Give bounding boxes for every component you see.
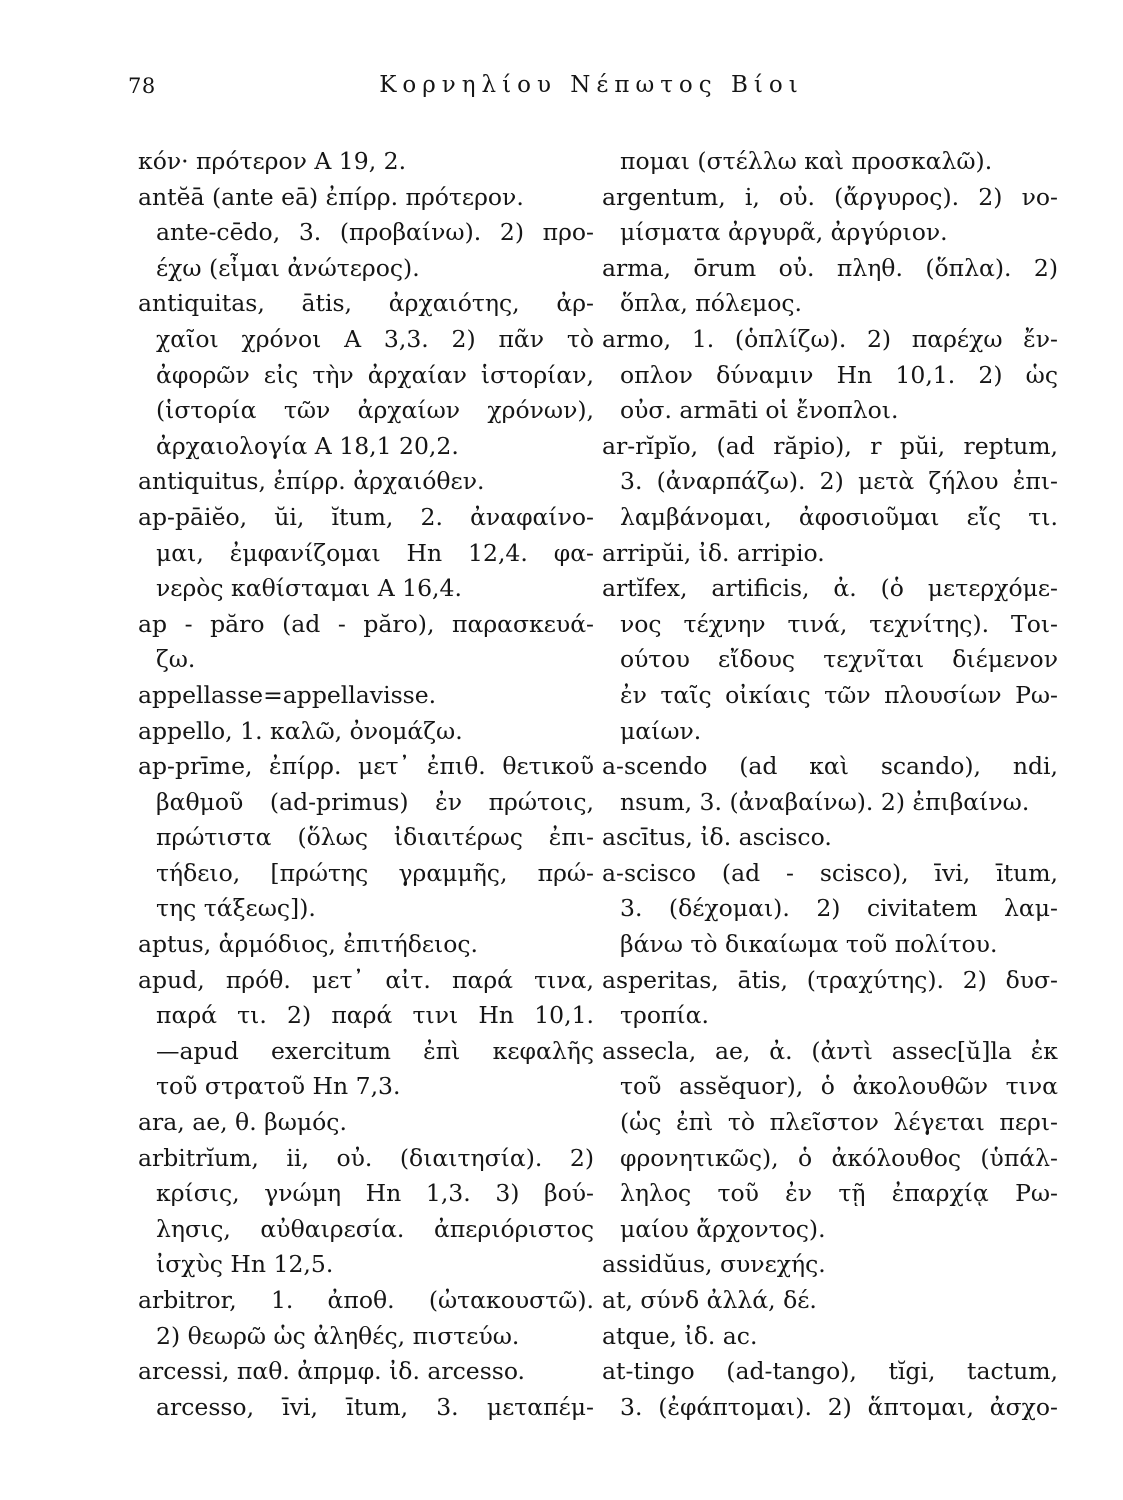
entry-line: πρώτιστα (ὅλως ἰδιαιτέρως ἐπι-: [156, 823, 594, 852]
entry-line: antiquitus, ἐπίρρ. ἀρχαιόθεν.: [138, 467, 485, 496]
entry-line: βάνω τὸ δικαίωμα τοῦ πολίτου.: [620, 930, 998, 959]
entry-line: τοῦ assĕquor), ὁ ἀκολουθῶν τινα: [620, 1072, 1058, 1101]
entry-line: appello, 1. καλῶ, ὀνομάζω.: [138, 716, 463, 745]
entry-line: armo, 1. (ὁπλίζω). 2) παρέχω ἔν-: [602, 324, 1058, 353]
entry-line: παρά τι. 2) παρά τινι Hn 10,1.: [156, 1001, 594, 1030]
entry-line: οὐσ. armāti οἱ ἔνοπλοι.: [620, 396, 899, 425]
entry-line: argentum, i, οὐ. (ἄργυρος). 2) νο-: [602, 182, 1058, 211]
entry-line: ἰσχὺς Hn 12,5.: [156, 1250, 334, 1279]
entry-line: ἀφορῶν εἰς τὴν ἀρχαίαν ἱστορίαν,: [156, 360, 594, 389]
entry-line: arcessi, παθ. ἀπρμφ. ἰδ. arcesso.: [138, 1357, 526, 1386]
running-title: Κορνηλίου Νέπωτος Βίοι: [379, 72, 804, 98]
entry-line: νος τέχνην τινά, τεχνίτης). Τοι-: [620, 609, 1058, 638]
entry-line: ascītus, ἰδ. ascisco.: [602, 823, 832, 852]
entry-line: κόν· πρότερον Α 19, 2.: [138, 147, 407, 175]
entry-line: antiquitas, ātis, ἀρχαιότης, ἀρ-: [138, 289, 594, 318]
entry-line: ar-rĭpĭo, (ad răpio), r pŭi, reptum,: [602, 431, 1058, 460]
entry-line: ληλος τοῦ ἐν τῇ ἐπαρχίᾳ Ρω-: [620, 1179, 1058, 1208]
entry-line: έχω (εἶμαι ἀνώτερος).: [156, 253, 420, 282]
entry-line: μαι, ἐμφανίζομαι Hn 12,4. φα-: [156, 538, 594, 567]
entry-line: aptus, ἁρμόδιος, ἐπιτήδειος.: [138, 930, 479, 959]
entry-line: at, σύνδ ἀλλά, δέ.: [602, 1286, 817, 1314]
right-column: [602, 144, 1058, 1425]
entry-line: κρίσις, γνώμη Hn 1,3. 3) βού-: [156, 1179, 594, 1208]
entry-line: arcesso, īvi, ītum, 3. μεταπέμ-: [156, 1392, 594, 1421]
entry-line: a-scendo (ad καὶ scando), ndi,: [602, 752, 1058, 781]
entry-line: 3. (ἀναρπάζω). 2) μετὰ ζήλου ἐπι-: [620, 467, 1058, 496]
entry-line: ἀρχαιολογία Α 18,1 20,2.: [156, 431, 459, 460]
entry-line: ara, ae, θ. βωμός.: [138, 1108, 347, 1137]
entry-line: (ἱστορία τῶν ἀρχαίων χρόνων),: [156, 396, 594, 425]
entry-line: ούτου εἴδους τεχνῖται διέμενον: [620, 645, 1058, 674]
entry-line: οπλον δύναμιν Hn 10,1. 2) ὡς: [620, 360, 1058, 389]
entry-line: (ὡς ἐπὶ τὸ πλεῖστον λέγεται περι-: [620, 1108, 1058, 1137]
entry-line: assidŭus, συνεχής.: [602, 1250, 826, 1279]
entry-line: a-scisco (ad - scisco), īvi, ītum,: [602, 858, 1058, 887]
entry-line: μίσματα ἀργυρᾶ, ἀργύριον.: [620, 218, 948, 247]
page-number: 78: [128, 74, 156, 98]
entry-line: λαμβάνομαι, ἀφοσιοῦμαι εἴς τι.: [620, 502, 1058, 531]
entry-line: nsum, 3. (ἀναβαίνω). 2) ἐπιβαίνω.: [620, 787, 1030, 816]
entry-line: ἐν ταῖς οἰκίαις τῶν πλουσίων Ρω-: [620, 680, 1058, 709]
entry-line: atque, ἰδ. ac.: [602, 1321, 758, 1350]
entry-line: 3. (ἐφάπτομαι). 2) ἅπτομαι, ἀσχο-: [620, 1392, 1058, 1421]
entry-line: φρονητικῶς), ὁ ἀκόλουθος (ὑπάλ-: [620, 1143, 1058, 1172]
entry-line: artĭfex, artificis, ἀ. (ὁ μετερχόμε-: [602, 574, 1058, 603]
entry-line: antĕā (ante eā) ἐπίρρ. πρότερον.: [138, 182, 524, 211]
entry-line: λησις, αὐθαιρεσία. ἀπεριόριστος: [156, 1214, 594, 1243]
entry-line: ap-prīme, ἐπίρρ. μετ᾽ ἐπιθ. θετικοῦ: [138, 752, 594, 781]
entry-line: τήδειο, [πρώτης γραμμῆς, πρώ-: [156, 858, 594, 887]
entry-line: apud, πρόθ. μετ᾽ αἰτ. παρά τινα,: [138, 965, 594, 994]
entry-line: πομαι (στέλλω καὶ προσκαλῶ).: [620, 147, 993, 175]
entry-line: βαθμοῦ (ad-primus) ἐν πρώτοις,: [156, 787, 594, 816]
entry-line: τοῦ στρατοῦ Hn 7,3.: [156, 1072, 401, 1101]
entry-line: at-tingo (ad-tango), tĭgi, tactum,: [602, 1357, 1058, 1386]
entry-line: νερὸς καθίσταμαι Α 16,4.: [156, 574, 462, 603]
entry-line: ζω.: [156, 645, 196, 674]
entry-line: arbitrĭum, ii, οὐ. (διαιτησία). 2): [138, 1143, 594, 1172]
entry-line: arbitror, 1. ἀποθ. (ὠτακουστῶ).: [138, 1286, 594, 1314]
entry-line: assecla, ae, ἀ. (ἀντὶ assec[ŭ]la ἐκ: [602, 1036, 1058, 1065]
entry-line: ὅπλα, πόλεμος.: [620, 289, 803, 318]
entry-line: 3. (δέχομαι). 2) civitatem λαμ-: [620, 894, 1058, 923]
entry-line: μαίου ἄρχοντος).: [620, 1214, 826, 1243]
entry-line: μαίων.: [620, 716, 702, 745]
entry-line: appellasse=appellavisse.: [138, 680, 437, 709]
entry-line: —apud exercitum ἐπὶ κεφαλῆς: [156, 1036, 594, 1065]
entry-line: τροπία.: [620, 1001, 709, 1030]
left-column: [138, 144, 594, 1425]
entry-line: 2) θεωρῶ ὡς ἀληθές, πιστεύω.: [156, 1321, 520, 1350]
entry-line: της τάξεως]).: [156, 894, 316, 923]
entry-line: arripŭi, ἰδ. arripio.: [602, 538, 825, 567]
entry-line: arma, ōrum οὐ. πληθ. (ὅπλα). 2): [602, 253, 1058, 282]
entry-line: χαῖοι χρόνοι Α 3,3. 2) πᾶν τὸ: [156, 324, 594, 353]
entry-line: ap - păro (ad - păro), παρασκευά-: [138, 609, 594, 638]
entry-line: asperitas, ātis, (τραχύτης). 2) δυσ-: [602, 965, 1058, 994]
entry-line: ap-pāiĕo, ŭi, ĭtum, 2. ἀναφαίνο-: [138, 502, 594, 531]
entry-line: ante-cēdo, 3. (προβαίνω). 2) προ-: [156, 218, 594, 247]
